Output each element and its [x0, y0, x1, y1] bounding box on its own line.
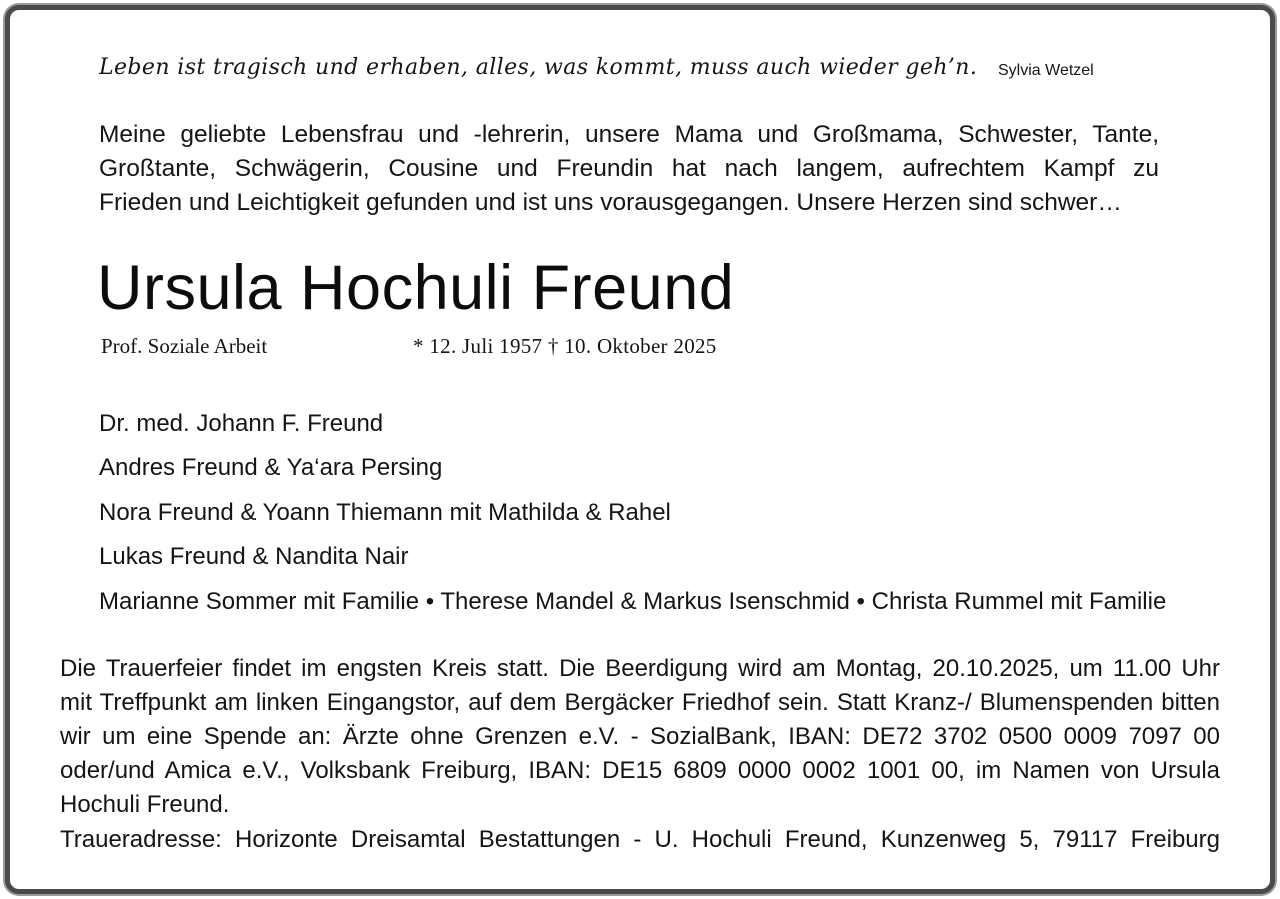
quote-text: Leben ist tragisch und erhaben, alles, was kommt, muss auch wieder geh’n. — [99, 55, 978, 80]
mourner-entry: Andres Freund & Ya‘ara Persing — [99, 454, 443, 481]
info-line: Die Trauerfeier findet im engsten Kreis statt. Die Beerdigung wird am Montag, 20.10.2025, um 11.00 Uhr — [60, 655, 1220, 682]
intro-paragraph — [99, 118, 1159, 220]
mourner-entry: Marianne Sommer mit Familie • Therese Mandel & Markus Isenschmid • Christa Rummel mit Familie — [99, 588, 1167, 615]
intro-line: Meine geliebte Lebensfrau und -lehrerin, unsere Mama und Großmama, Schwester, Tante, — [99, 121, 1159, 148]
info-line: oder/und Amica e.V., Volksbank Freiburg, IBAN: DE15 6809 0000 0002 1001 00, im Namen von Ursula — [60, 757, 1220, 784]
mourning-address: Traueradresse: Horizonte Dreisamtal Bestattungen - U. Hochuli Freund, Kunzenweg 5, 79117 Freiburg — [60, 826, 1220, 853]
mourner-entry: Lukas Freund & Nandita Nair — [99, 543, 409, 570]
mourner-entry: Nora Freund & Yoann Thiemann mit Mathilda & Rahel — [99, 499, 671, 526]
deceased-profession: Prof. Soziale Arbeit — [101, 334, 268, 358]
info-line: Hochuli Freund. — [60, 791, 230, 818]
intro-line: Großtante, Schwägerin, Cousine und Freundin hat nach langem, aufrechtem Kampf zu — [99, 155, 1159, 182]
mourner-entry: Dr. med. Johann F. Freund — [99, 410, 384, 437]
info-line: wir um eine Spende an: Ärzte ohne Grenzen e.V. - SozialBank, IBAN: DE72 3702 0500 0009 7097 00 — [60, 723, 1220, 750]
deceased-dates: * 12. Juli 1957 † 10. Oktober 2025 — [413, 334, 717, 358]
deceased-name: Ursula Hochuli Freund — [97, 253, 735, 323]
info-line: mit Treffpunkt am linken Eingangstor, auf dem Bergäcker Friedhof sein. Statt Kranz-/ Blumenspenden bitten — [60, 689, 1220, 716]
funeral-info-paragraph — [60, 652, 1220, 822]
intro-line: Frieden und Leichtigkeit gefunden und ist uns vorausgegangen. Unsere Herzen sind schwer… — [99, 189, 1122, 216]
quote-author: Sylvia Wetzel — [998, 62, 1094, 79]
